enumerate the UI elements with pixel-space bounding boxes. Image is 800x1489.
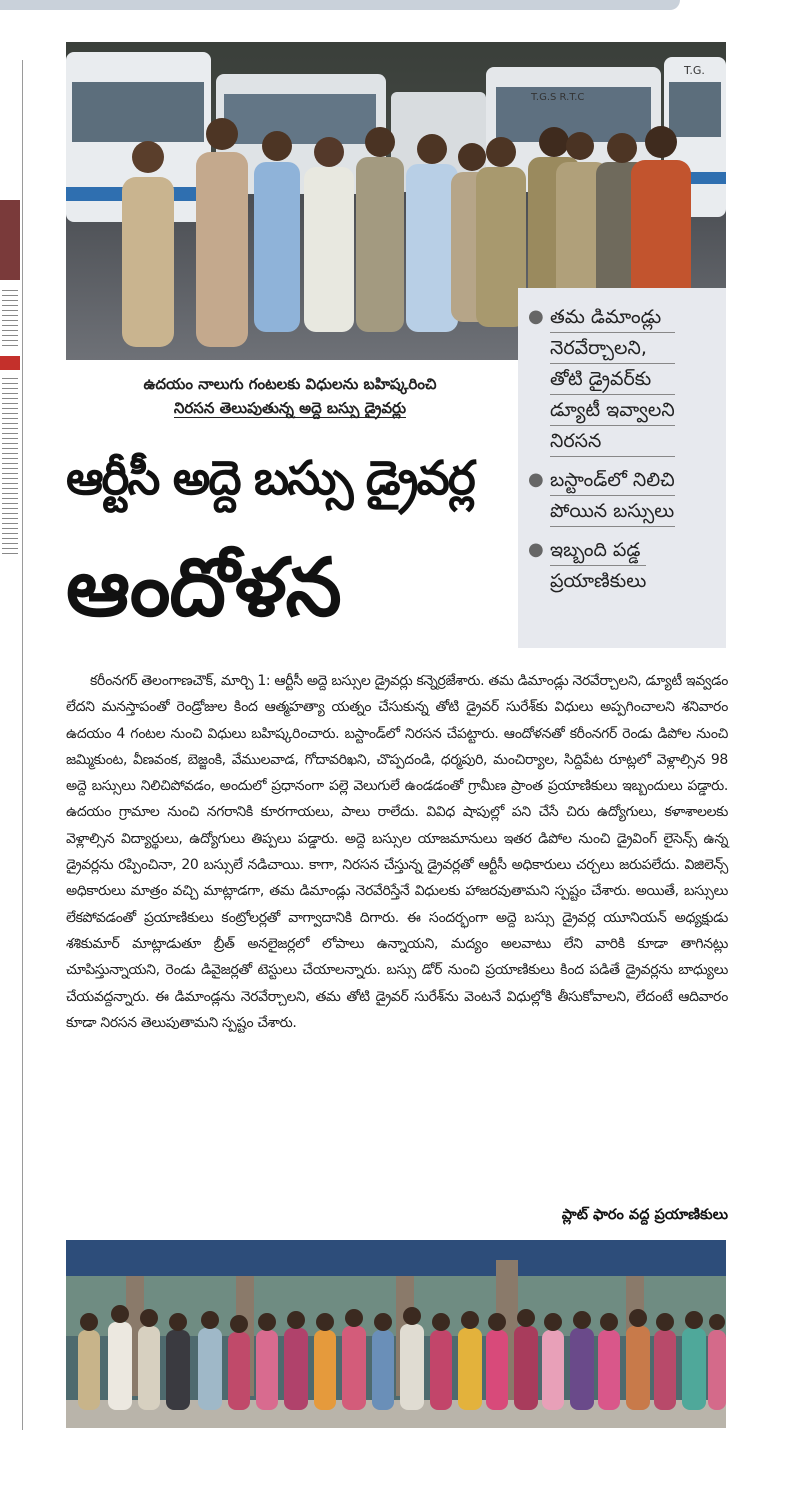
highlight-line: తమ డిమాండ్లు	[550, 302, 675, 333]
bullet-icon: ●	[528, 469, 544, 490]
highlight-line: ఇబ్బంది పడ్డ	[550, 535, 646, 566]
highlight-point	[528, 302, 718, 457]
passengers-platform-photo	[66, 1240, 726, 1428]
highlight-line: నిరసన	[550, 426, 675, 457]
highlight-point	[528, 465, 718, 527]
bottom-photo-caption: ప్లాట్ ఫారం వద్ద ప్రయాణికులు	[561, 1207, 728, 1223]
highlight-line: ప్రయాణికులు	[550, 570, 647, 592]
caption-line: ఉదయం నాలుగు గంటలకు విధులను బహిష్కరించి	[143, 375, 437, 393]
adjacent-photo-thumbnail	[0, 200, 20, 280]
bus-logo-text: T.G.S R.T.C	[531, 92, 585, 103]
bullet-icon: ●	[528, 539, 544, 560]
highlight-line: బస్టాండ్‌లో నిలిచి	[550, 465, 675, 496]
highlight-line: తోటి డ్రైవర్‌కు	[550, 364, 675, 395]
article-body: కరీంనగర్ తెలంగాణచౌక్, మార్చి 1: ఆర్టీసీ అద్దె బస్సుల డ్రైవర్లు కన్నెర్రజేశారు. తమ డిమాండ్లు నెరవేర్చాలని, డ్యూటీ ఇవ్వడం లేదని మనస్తాపంతో రెండ్రోజుల కింద ఆత్మహత్యా యత్నం చేసుకున్న తోటి డ్రైవర్ సురేశ్‌కు విధులు అప్పగించాలని శనివారం ఉదయం 4 గంటల నుంచి విధులు బహిష్కరించారు. బస్టాండ్‌లో నిరసన చేపట్టారు. ఆందోళనతో కరీంనగర్ రెండు డిపోల నుంచి జమ్మికుంట, వీణవంక, బెజ్జంకి, వేములవాడ, గోదావరిఖని, చొప్పదండి, ధర్మపురి, మంచిర్యాల, సిద్దిపేట రూట్లలో వెళ్లాల్సిన 98 అద్దె బస్సులు నిలిచిపోవడం, అందులో ప్రధానంగా పల్లె వెలుగులే ఉండడంతో గ్రామీణ ప్రాంత ప్రయాణికులు ఇబ్బందులు పడ్డారు. ఉదయం గ్రామాల నుంచి నగరానికి కూరగాయలు, పాలు రాలేదు. వివిధ షాపుల్లో పని చేసే చిరు ఉద్యోగులు, కళాశాలలకు వెళ్లాల్సిన విద్యార్థులు, ఉద్యోగులు తిప్పలు పడ్డారు. అద్దె బస్సుల యాజమానులు ఇతర డిపోల నుంచి డ్రైవింగ్ లైసెన్స్ ఉన్న డ్రైవర్లను రప్పించినా, 20 బస్సులే నడిచాయి. కాగా, నిరసన చేస్తున్న డ్రైవర్లతో ఆర్టీసీ అధికారులు చర్చలు జరుపలేదు. విజిలెన్స్ అధికారులు మాత్రం వచ్చి మాట్లాడగా, తమ డిమాండ్లు నెరవేరిస్తేనే విధులకు హాజరవుతామని స్పష్టం చేశారు. అయితే, బస్సులు లేకపోవడంతో ప్రయాణికులు కంట్రోలర్లతో వాగ్వాదానికి దిగారు. ఈ సందర్భంగా అద్దె బస్సు డ్రైవర్ల యూనియన్ అధ్యక్షుడు శశికుమార్ మాట్లాడుతూ బ్రీత్ అనలైజర్లలో లోపాలు ఉన్నాయని, మద్యం అలవాటు లేని వారికి కూడా తాగినట్లు చూపిస్తున్నాయని, రెండు డివైజర్లతో టెస్టులు చేయాలన్నారు. బస్సు డోర్ నుంచి ప్రయాణికులు కింద పడితే డ్రైవర్లను బాధ్యులు చేయవద్దన్నారు. ఈ డిమాండ్లను నెరవేర్చాలని, తమ తోటి డ్రైవర్ సురేశ్‌ను వెంటనే విధుల్లోకి తీసుకోవాలని, లేదంటే ఆదివారం కూడా నిరసన తెలుపుతామని స్పష్టం చేశారు.	[66, 673, 728, 1031]
headline-line-2: ఆందోళన	[66, 541, 341, 634]
highlight-line: డ్యూటీ ఇవ్వాలని	[550, 395, 675, 426]
highlights-box	[518, 288, 726, 648]
highlight-point	[528, 535, 718, 596]
headline-line-1: ఆర్టీసీ అద్దె బస్సు డ్రైవర్ల	[66, 451, 474, 506]
adjacent-column-edge	[0, 60, 23, 1430]
highlight-line: నెరవేర్చాలని,	[550, 333, 675, 364]
bus-logo-text: T.G.	[684, 64, 705, 77]
highlight-line: పోయిన బస్సులు	[550, 496, 675, 527]
photo-caption	[70, 372, 510, 420]
page-header-band	[0, 0, 680, 10]
caption-line: నిరసన తెలుపుతున్న అద్దె బస్సు డ్రైవర్లు	[173, 399, 407, 417]
bullet-icon: ●	[528, 306, 544, 327]
